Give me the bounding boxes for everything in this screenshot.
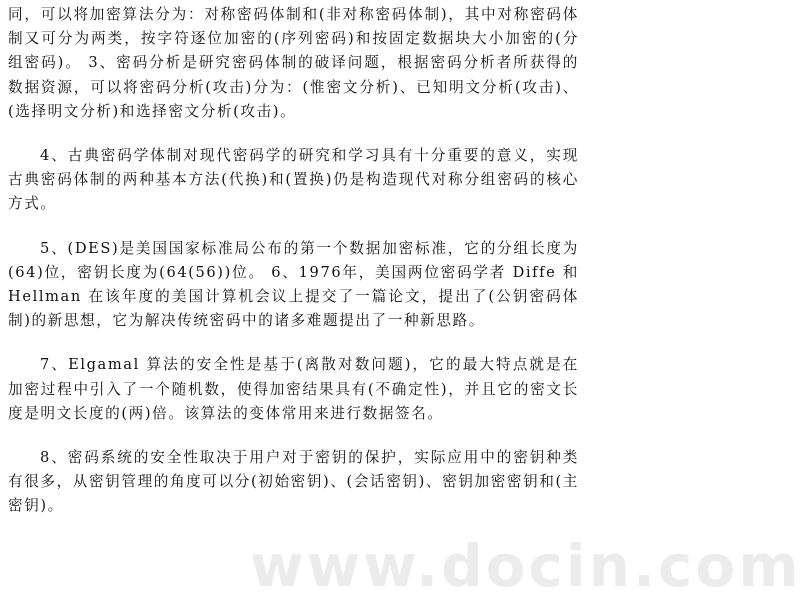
paragraph-cipher-classification: 同，可以将加密算法分为：对称密码体制和(非对称密码体制)，其中对称密码体制又可分为两类，按字符逐位加密的(序列密码)和按固定数据块大小加密的(分组密码)。 3、密码分析是研究密码体制的破译问题，根据密码分析者所获得的数据资源，可以将密码分析(攻击)分为：(惟密文分析)、已知明文分析(攻击)、(选择明文分析)和选择密文分析(攻击)。 (8, 6, 579, 120)
paragraph-des-and-public-key: 5、(DES)是美国国家标准局公布的第一个数据加密标准，它的分组长度为(64)位，密钥长度为(64(56))位。 6、1976年，美国两位密码学者 Diffe 和 Hellman 在该年度的美国计算机会议上提交了一篇论文，提出了(公钥密码体制)的新思想，它为解决传统密码中的诸多难题提出了一种新思路。 (8, 239, 579, 330)
paragraph-elgamal: 7、Elgamal 算法的安全性是基于(离散对数问题)，它的最大特点就是在加密过程中引入了一个随机数，使得加密结果具有(不确定性)，并且它的密文长度是明文长度的(两)倍。该算法的变体常用来进行数据签名。 (8, 356, 579, 422)
paragraph-key-management: 8、密码系统的安全性取决于用户对于密钥的保护，实际应用中的密钥种类有很多，从密钥管理的角度可以分(初始密钥)、(会话密钥)、密钥加密密钥和(主密钥)。 (8, 449, 579, 515)
paragraph-classical-cryptography: 4、古典密码学体制对现代密码学的研究和学习具有十分重要的意义，实现古典密码体制的两种基本方法(代换)和(置换)仍是构造现代对称分组密码的核心方式。 (8, 147, 579, 213)
watermark: www.docin.com (250, 532, 802, 600)
